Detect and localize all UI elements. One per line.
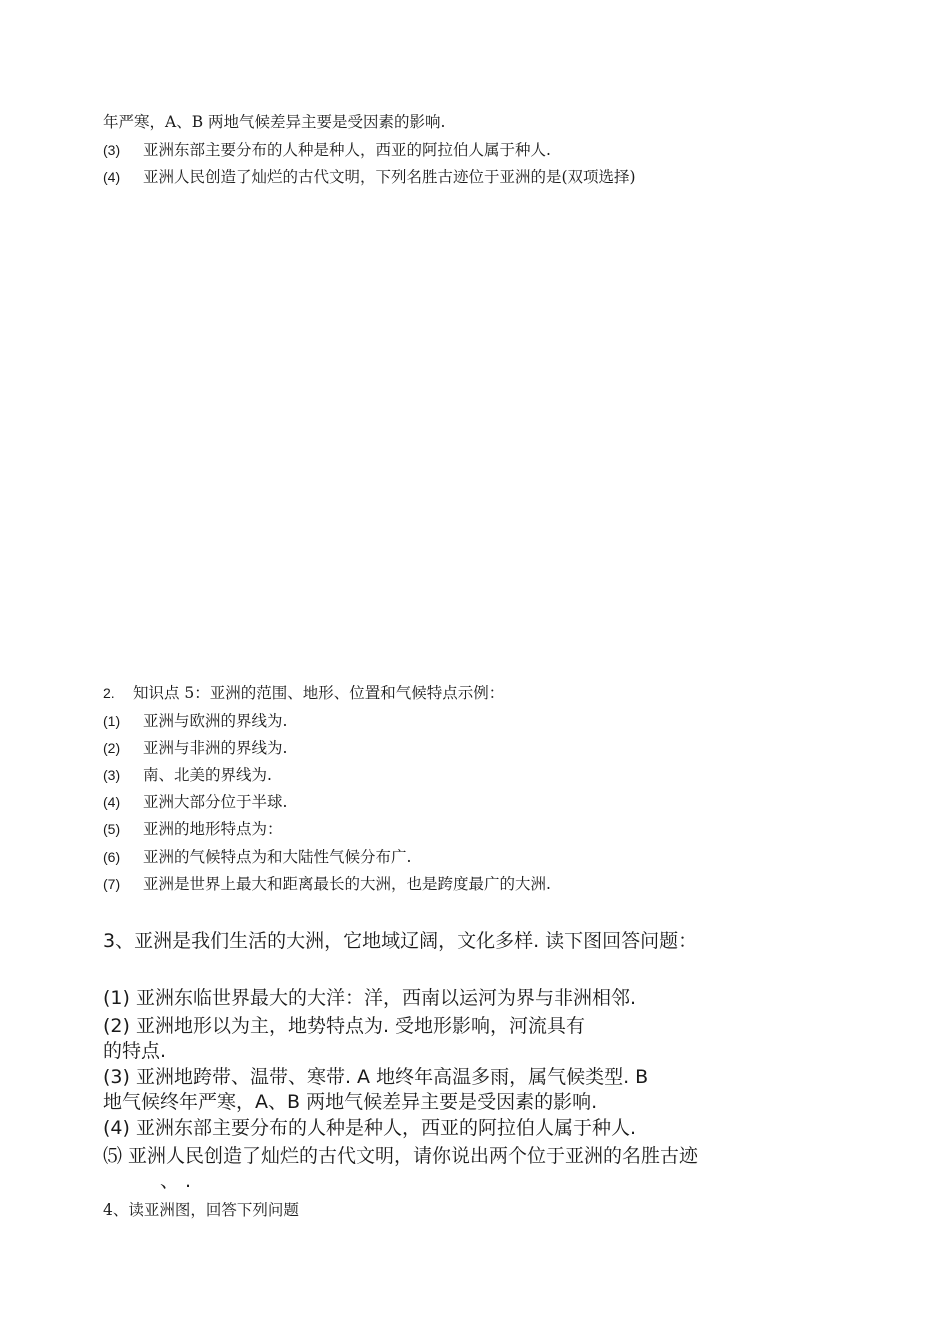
section-number: 2. [103, 685, 115, 701]
item-text: 亚洲大部分位于半球. [143, 793, 288, 811]
list-item [103, 763, 272, 785]
item-text: 亚洲与欧洲的界线为. [143, 712, 288, 730]
section-3-line: ⑸ 亚洲人民创造了灿烂的古代文明，请你说出两个位于亚洲的名胜古迹 [103, 1145, 699, 1167]
item-text: 亚洲的地形特点为： [143, 820, 283, 838]
answer-blanks: 、 . [160, 1170, 192, 1192]
question-text: 亚洲人民创造了灿烂的古代文明，下列名胜古迹位于亚洲的是(双项选择) [143, 168, 636, 186]
item-text: 亚洲与非洲的界线为. [143, 739, 288, 757]
section-title: 知识点 5：亚洲的范围、地形、位置和气候特点示例： [133, 684, 505, 702]
section-3-line: 的特点. [103, 1040, 167, 1062]
list-item [103, 872, 551, 894]
section-3-line: (1) 亚洲东临世界最大的大洋：洋，西南以运河为界与非洲相邻. [103, 987, 636, 1009]
list-item [103, 817, 283, 839]
question-4 [103, 165, 636, 187]
question-number: (4) [103, 169, 121, 185]
item-number: (2) [103, 740, 121, 756]
section-3-line: (2) 亚洲地形以为主，地势特点为. 受地形影响，河流具有 [103, 1015, 586, 1037]
item-number: (5) [103, 821, 121, 837]
item-text: 亚洲的气候特点为和大陆性气候分布广. [143, 848, 412, 866]
question-number: (3) [103, 142, 121, 158]
list-item [103, 790, 287, 812]
section-3-line: (4) 亚洲东部主要分布的人种是种人，西亚的阿拉伯人属于种人. [103, 1117, 636, 1139]
item-text: 亚洲是世界上最大和距离最长的大洲，也是跨度最广的大洲. [143, 875, 551, 893]
list-item [103, 709, 287, 731]
list-item [103, 736, 287, 758]
item-text: 南、北美的界线为. [143, 766, 272, 784]
section-3-line: (3) 亚洲地跨带、温带、寒带. A 地终年高温多雨，属气候类型. B [103, 1066, 649, 1088]
section-3-heading: 3、亚洲是我们生活的大洲，它地域辽阔，文化多样. 读下图回答问题： [103, 930, 698, 952]
item-number: (3) [103, 767, 121, 783]
question-text: 亚洲东部主要分布的人种是种人，西亚的阿拉伯人属于种人. [143, 141, 551, 159]
list-item [103, 845, 411, 867]
section-3-line: 地气候终年严寒，A、B 两地气候差异主要是受因素的影响. [103, 1091, 598, 1113]
continued-line: 年严寒，A、B 两地气候差异主要是受因素的影响. [103, 113, 446, 131]
question-3 [103, 138, 551, 160]
section-2-heading [103, 681, 504, 703]
section-4-heading: 4、读亚洲图，回答下列问题 [103, 1201, 299, 1219]
item-number: (1) [103, 713, 121, 729]
item-number: (7) [103, 876, 121, 892]
item-number: (4) [103, 794, 121, 810]
item-number: (6) [103, 849, 121, 865]
